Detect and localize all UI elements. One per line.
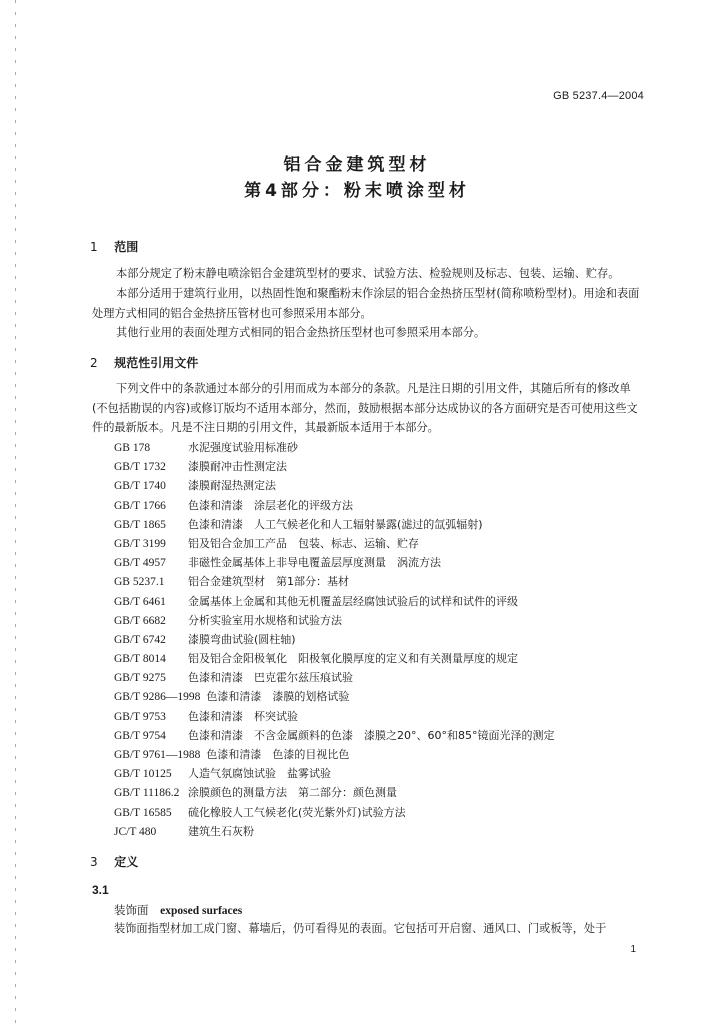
reference-item <box>114 783 555 802</box>
reference-title: 漆膜弯曲试验(圆柱轴) <box>188 632 296 646</box>
reference-code: GB/T 10125 <box>114 768 172 781</box>
reference-item <box>114 668 555 687</box>
reference-title: 分析实验室用水规格和试验方法 <box>188 613 342 627</box>
reference-item <box>114 457 555 476</box>
reference-list <box>114 438 555 841</box>
reference-code: GB/T 9761—1988 <box>114 749 201 761</box>
reference-item <box>114 496 555 515</box>
reference-title: 色漆和清漆 漆膜的划格试验 <box>206 690 350 704</box>
section-2-heading <box>90 354 198 371</box>
term-entry <box>114 902 242 918</box>
reference-item <box>114 630 555 649</box>
reference-code: GB/T 9275 <box>114 672 166 685</box>
section-1-paragraph-3: 其他行业用的表面处理方式相同的铝合金热挤压型材也可参照采用本部分。 <box>116 326 486 339</box>
reference-item <box>114 745 555 764</box>
reference-code: GB/T 1732 <box>114 461 166 474</box>
reference-title: 色漆和清漆 人工气候老化和人工辐射暴露(滤过的氙弧辐射) <box>188 517 483 531</box>
reference-item <box>114 534 555 553</box>
section-3-heading <box>90 853 138 870</box>
reference-code: GB/T 11186.2 <box>114 787 180 800</box>
reference-item <box>114 553 555 572</box>
reference-item <box>114 687 555 706</box>
reference-item <box>114 764 555 783</box>
reference-code: GB/T 6682 <box>114 614 166 627</box>
title-line-1: 铝合金建筑型材 <box>283 155 431 175</box>
reference-code: GB/T 4957 <box>114 557 166 570</box>
reference-code: GB 5237.1 <box>114 576 165 589</box>
reference-title: 漆膜耐冲击性测定法 <box>188 460 287 474</box>
reference-code: GB/T 9754 <box>114 729 166 742</box>
reference-code: GB/T 8014 <box>114 653 166 666</box>
reference-title: 涂膜颜色的测量方法 第二部分：颜色测量 <box>188 786 397 800</box>
reference-title: 金属基体上金属和其他无机覆盖层经腐蚀试验后的试样和试件的评级 <box>188 594 518 608</box>
section-1-paragraph-1: 本部分规定了粉末静电喷涂铝合金建筑型材的要求、试验方法、检验规则及标志、包装、运输、贮存。 <box>116 267 620 280</box>
term-english: exposed surfaces <box>160 905 243 917</box>
reference-title: 色漆和清漆 巴克霍尔兹压痕试验 <box>188 671 353 685</box>
reference-code: JC/T 480 <box>114 825 157 838</box>
reference-title: 人造气氛腐蚀试验 盐雾试验 <box>188 767 331 781</box>
reference-item <box>114 592 555 611</box>
reference-title: 色漆和清漆 色漆的目视比色 <box>206 748 350 761</box>
section-number: 1 <box>90 240 98 254</box>
reference-item <box>114 649 555 668</box>
section-title: 范围 <box>114 240 139 254</box>
reference-code: GB/T 6461 <box>114 595 166 608</box>
section-2-intro: 下列文件中的条款通过本部分的引用而成为本部分的条款。凡是注日期的引用文件，其随后所有的修改单(不包括勘误的内容)或修订版均不适用本部分，然而，鼓励根据本部分达成协议的各方面研究是否可使用这些文件的最新版本。凡是不注日期的引用文件，其最新版本适用于本部分。 <box>92 382 638 434</box>
section-number: 2 <box>90 356 98 370</box>
reference-title: 漆膜耐湿热测定法 <box>188 479 276 493</box>
reference-item <box>114 611 555 630</box>
reference-item <box>114 803 555 822</box>
reference-title: 铝及铝合金加工产品 包装、标志、运输、贮存 <box>188 536 419 550</box>
subsection-number: 3.1 <box>92 883 109 897</box>
reference-item <box>114 515 555 534</box>
section-title: 规范性引用文件 <box>114 356 199 370</box>
reference-item <box>114 822 555 841</box>
reference-code: GB/T 6742 <box>114 633 166 646</box>
reference-item <box>114 572 555 591</box>
reference-title: 色漆和清漆 杯突试验 <box>188 709 298 723</box>
reference-title: 非磁性金属基体上非导电覆盖层厚度测量 涡流方法 <box>188 556 441 570</box>
reference-item <box>114 438 555 457</box>
section-title: 定义 <box>114 855 139 869</box>
section-1-paragraph-2: 本部分适用于建筑行业用，以热固性饱和聚酯粉末作涂层的铝合金热挤压型材(简称喷粉型材)。用途和表面处理方式相同的铝合金热挤压管材也可参照采用本部分。 <box>92 287 640 320</box>
section-1-heading <box>90 238 138 255</box>
reference-code: GB/T 1740 <box>114 480 166 493</box>
reference-title: 硫化橡胶人工气候老化(荧光紫外灯)试验方法 <box>188 805 406 819</box>
term-chinese: 装饰面 <box>114 903 149 917</box>
reference-title: 水泥强度试验用标准砂 <box>188 441 298 454</box>
page-number: 1 <box>630 944 636 955</box>
reference-item <box>114 476 555 495</box>
reference-code: GB/T 1865 <box>114 518 166 531</box>
reference-item <box>114 707 555 726</box>
term-definition: 装饰面指型材加工成门窗、幕墙后，仍可看得见的表面。它包括可开启窗、通风口、门或板等，处于 <box>114 922 607 935</box>
section-number: 3 <box>90 855 98 869</box>
standard-code: GB 5237.4—2004 <box>553 90 644 102</box>
reference-item <box>114 726 555 745</box>
reference-title: 铝合金建筑型材 第1部分：基材 <box>188 575 349 589</box>
reference-title: 建筑生石灰粉 <box>188 824 254 838</box>
reference-title: 色漆和清漆 涂层老化的评级方法 <box>188 498 353 512</box>
reference-code: GB 178 <box>114 442 151 454</box>
title-line-2: 第4部分：粉末喷涂型材 <box>244 181 470 201</box>
reference-code: GB/T 9753 <box>114 710 166 723</box>
reference-code: GB/T 16585 <box>114 806 172 819</box>
reference-title: 铝及铝合金阳极氧化 阳极氧化膜厚度的定义和有关测量厚度的规定 <box>188 652 518 666</box>
reference-code: GB/T 9286—1998 <box>114 691 201 704</box>
reference-code: GB/T 1766 <box>114 499 166 512</box>
reference-code: GB/T 3199 <box>114 537 166 550</box>
reference-title: 色漆和清漆 不含金属颜料的色漆 漆膜之20°、60°和85°镜面光泽的测定 <box>188 728 555 742</box>
